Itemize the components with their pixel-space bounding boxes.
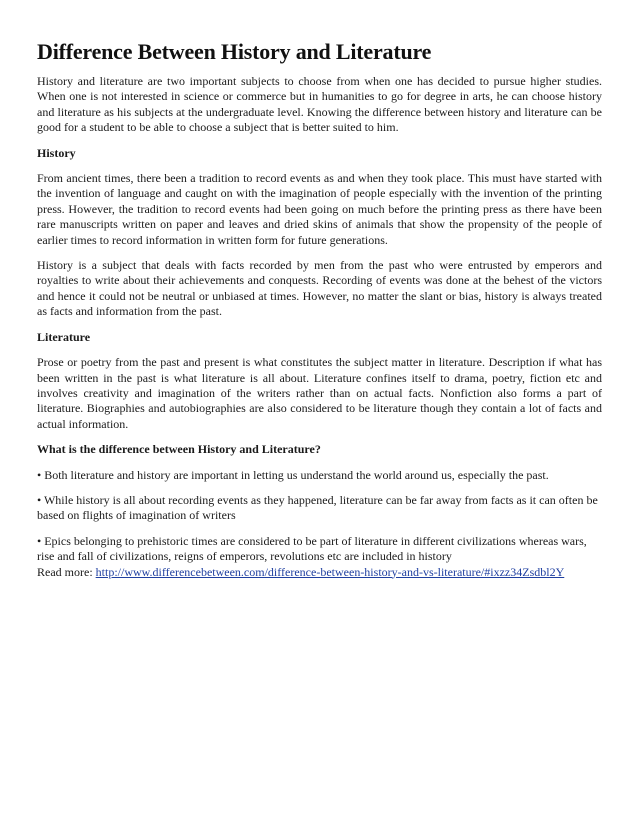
history-paragraph-1: From ancient times, there been a tradition to record events as and when they took place. This must have started with the invention of language and caught on with the imagination of people especially with the invention of the printing press. However, the tradition to record events had been going on much before the printing press as there have been rare manuscripts written on paper and leaves and dried skins of animals that show the propensity of the people of earlier times to record information in written form for future generations. (37, 171, 602, 247)
history-paragraph-2: History is a subject that deals with facts recorded by men from the past who were entrusted by emperors and royalties to write about their achievements and conquests. Recording of events was done at the behest of the victors and hence it could not be neutral or unbiased at times. However, no matter the slant or bias, history is always treated as facts and information from the past. (37, 258, 602, 319)
difference-bullet-2: • While history is all about recording events as they happened, literature can be far away from facts as it can often be based on flights of imagination of writers (37, 492, 598, 523)
document-title: Difference Between History and Literature (37, 39, 432, 64)
history-heading: History (37, 145, 76, 160)
difference-bullet-3: • Epics belonging to prehistoric times are considered to be part of literature in different civilizations whereas wars, rise and fall of civilizations, reigns of emperors, revolutions etc are included in history (37, 533, 587, 564)
literature-heading: Literature (37, 329, 91, 344)
literature-paragraph: Prose or poetry from the past and present is what constitutes the subject matter in literature. Description if what has been written in the past is what literature is all about. Literature confines itself to drama, poetry, fiction etc and involves creativity and imagination of the writers rather than on actual facts. Nonfiction also forms a part of literature. Biographies and autobiographies are also considered to be literature though they contain a lot of facts and actual information. (37, 355, 602, 431)
document-page (37, 38, 602, 580)
read-more-label: Read more: (37, 564, 96, 579)
difference-heading: What is the difference between History and Literature? (37, 442, 321, 457)
read-more-line (37, 565, 602, 580)
intro-paragraph: History and literature are two important subjects to choose from when one has decided to pursue higher studies. When one is not interested in science or commerce but in humanities to go for degree in arts, he can choose history and literature as his subjects at the undergraduate level. Knowing the difference between history and literature can be good for a student to be able to choose a subject that is better suited to him. (37, 74, 602, 135)
difference-bullet-1: • Both literature and history are important in letting us understand the world around us, especially the past. (37, 467, 549, 482)
read-more-link[interactable]: http://www.differencebetween.com/difference-between-history-and-vs-literature/#ixzz34Zsdbl2Y (95, 564, 565, 579)
